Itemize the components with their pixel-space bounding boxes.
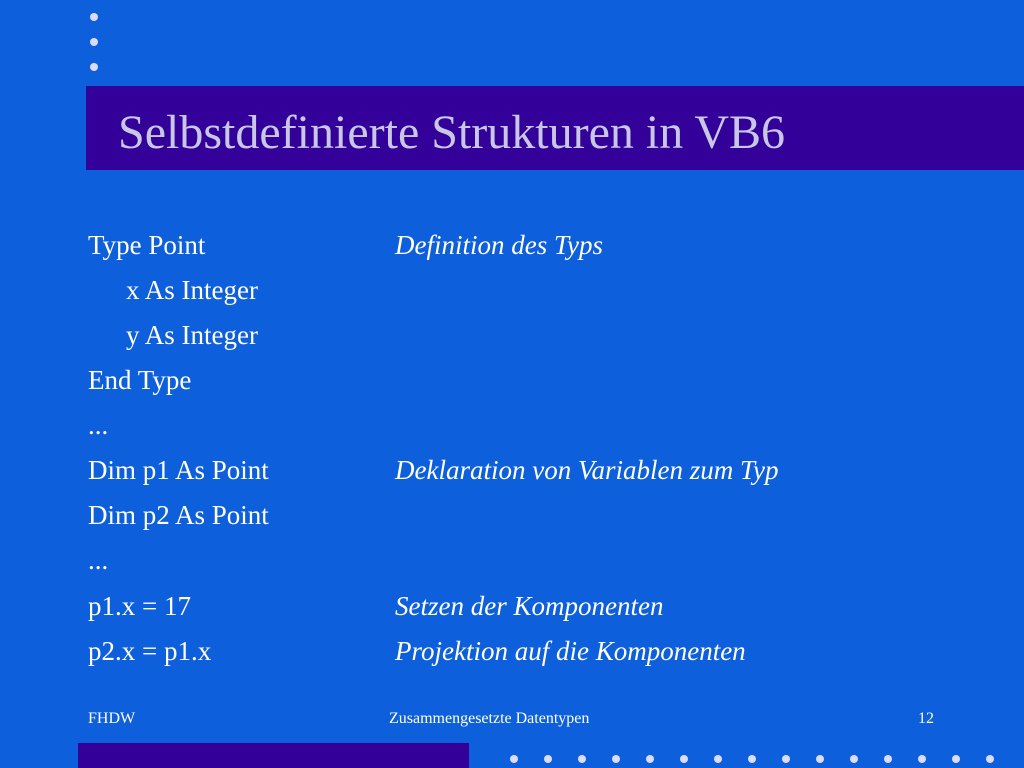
decorative-dot	[90, 63, 98, 71]
slide-title: Selbstdefinierte Strukturen in VB6	[118, 106, 786, 159]
code-line: p2.x = p1.x	[88, 636, 212, 666]
comment-definition: Definition des Typs	[395, 230, 603, 260]
code-line: End Type	[88, 365, 192, 395]
decorative-dot	[748, 755, 756, 763]
decorative-dot	[646, 755, 654, 763]
decorative-dot	[952, 755, 960, 763]
decorative-dot	[578, 755, 586, 763]
decorative-dot	[918, 755, 926, 763]
decorative-dot	[782, 755, 790, 763]
decorative-dot	[612, 755, 620, 763]
footer-center: Zusammengesetzte Datentypen	[389, 710, 590, 727]
code-line: x As Integer	[126, 275, 258, 305]
decorative-dot	[714, 755, 722, 763]
comment-declaration: Deklaration von Variablen zum Typ	[395, 455, 779, 485]
decorative-dot	[986, 755, 994, 763]
decorative-dot	[510, 755, 518, 763]
decorative-dot	[884, 755, 892, 763]
code-line: Dim p2 As Point	[88, 500, 269, 530]
bottom-accent-bar	[78, 743, 469, 768]
code-line: Dim p1 As Point	[88, 455, 269, 485]
code-line: ...	[88, 410, 109, 440]
decorative-dot	[90, 38, 98, 46]
decorative-dot	[90, 13, 98, 21]
code-line: y As Integer	[126, 320, 258, 350]
decorative-dot	[680, 755, 688, 763]
comment-setting: Setzen der Komponenten	[395, 591, 664, 621]
page-number: 12	[918, 710, 934, 727]
code-line: p1.x = 17	[88, 591, 191, 621]
decorative-dot	[816, 755, 824, 763]
decorative-dot	[544, 755, 552, 763]
code-line: ...	[88, 545, 109, 575]
decorative-dot	[850, 755, 858, 763]
code-line: Type Point	[88, 230, 206, 260]
footer-left: FHDW	[88, 710, 136, 727]
comment-projection: Projektion auf die Komponenten	[395, 636, 746, 666]
